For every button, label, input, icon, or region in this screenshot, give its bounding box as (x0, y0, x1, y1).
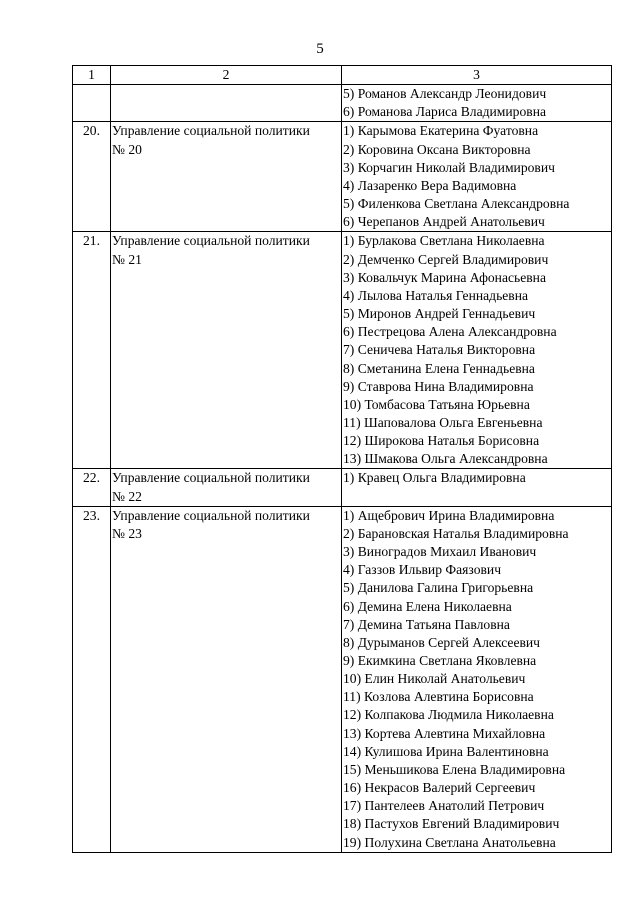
department-name-line: № 21 (112, 251, 142, 267)
page-number: 5 (316, 41, 324, 57)
member-line: 18) Пастухов Евгений Владимирович (343, 816, 560, 832)
member-line: 8) Сметанина Елена Геннадьевна (343, 360, 535, 376)
table-body (73, 66, 612, 853)
member-line: 9) Ставрова Нина Владимировна (343, 378, 534, 394)
continuation-members-cell (342, 85, 612, 122)
department-name-line: Управление социальной политики (112, 507, 310, 523)
table-row (73, 232, 612, 469)
members-cell (342, 506, 612, 852)
member-line: 14) Кулишова Ирина Валентиновна (343, 743, 549, 759)
member-line: 6) Демина Елена Николаевна (343, 598, 512, 614)
member-line: 5) Романов Александр Леонидович (343, 86, 547, 102)
member-line: 1) Бурлакова Светлана Николаевна (343, 233, 545, 249)
member-line: 16) Некрасов Валерий Сергеевич (343, 780, 536, 796)
department-name-line: Управление социальной политики (112, 233, 310, 249)
member-line: 5) Филенкова Светлана Александровна (343, 196, 570, 212)
department-name-cell (111, 506, 342, 852)
row-number: 21. (73, 232, 111, 469)
member-line: 4) Лылова Наталья Геннадьевна (343, 287, 529, 303)
members-cell (342, 122, 612, 232)
row-number: 22. (73, 469, 111, 506)
row-number: 23. (73, 506, 111, 852)
member-line: 11) Шаповалова Ольга Евгеньевна (343, 414, 543, 430)
member-line: 2) Барановская Наталья Владимировна (343, 525, 569, 541)
member-line: 12) Широкова Наталья Борисовна (343, 433, 540, 449)
member-line: 1) Карымова Екатерина Фуатовна (343, 123, 539, 139)
member-line: 6) Пестрецова Алена Александровна (343, 324, 557, 340)
continuation-row (73, 85, 612, 122)
member-line: 10) Томбасова Татьяна Юрьевна (343, 396, 530, 412)
member-line: 7) Демина Татьяна Павловна (343, 616, 510, 632)
department-name-line: Управление социальной политики (112, 470, 310, 486)
member-line: 4) Газзов Ильвир Фаязович (343, 562, 502, 578)
continuation-num-cell (73, 85, 111, 122)
row-number: 20. (73, 122, 111, 232)
member-line: 6) Романова Лариса Владимировна (343, 104, 546, 120)
members-cell (342, 232, 612, 469)
member-line: 10) Елин Николай Анатольевич (343, 671, 526, 687)
member-line: 3) Ковальчук Марина Афонасьевна (343, 269, 546, 285)
member-line: 19) Полухина Светлана Анатольевна (343, 834, 556, 850)
member-line: 11) Козлова Алевтина Борисовна (343, 689, 534, 705)
member-line: 2) Коровина Оксана Викторовна (343, 141, 531, 157)
member-line: 3) Виноградов Михаил Иванович (343, 544, 537, 560)
department-name-cell (111, 469, 342, 506)
department-name-cell (111, 232, 342, 469)
member-line: 5) Данилова Галина Григорьевна (343, 580, 534, 596)
members-cell (342, 469, 612, 506)
member-line: 13) Кортева Алевтина Михайловна (343, 725, 546, 741)
member-line: 3) Корчагин Николай Владимирович (343, 159, 555, 175)
member-line: 4) Лазаренко Вера Вадимовна (343, 177, 517, 193)
member-line: 9) Екимкина Светлана Яковлевна (343, 653, 537, 668)
department-name-line: № 22 (112, 488, 142, 504)
department-name-cell (111, 122, 342, 232)
member-line: 1) Кравец Ольга Владимировна (343, 470, 526, 486)
member-line: 17) Пантелеев Анатолий Петрович (343, 798, 545, 814)
member-line: 1) Ащебрович Ирина Владимировна (343, 507, 555, 523)
department-name-line: Управление социальной политики (112, 123, 310, 139)
member-line: 7) Сеничева Наталья Викторовна (343, 342, 536, 358)
commission-table (72, 65, 612, 853)
header-cell-3: 3 (342, 66, 612, 85)
member-line: 2) Демченко Сергей Владимирович (343, 251, 549, 267)
member-line: 15) Меньшикова Елена Владимировна (343, 761, 566, 777)
header-cell-2: 2 (111, 66, 342, 85)
table-row (73, 122, 612, 232)
header-row (73, 66, 612, 85)
member-line: 8) Дурыманов Сергей Алексеевич (343, 634, 541, 650)
header-cell-1: 1 (73, 66, 111, 85)
table-row (73, 506, 612, 852)
member-line: 6) Черепанов Андрей Анатольевич (343, 214, 545, 230)
member-line: 13) Шмакова Ольга Александровна (343, 451, 548, 467)
cell-spacer (342, 488, 611, 490)
continuation-name-cell (111, 85, 342, 122)
department-name-line: № 23 (112, 525, 142, 541)
table-row (73, 469, 612, 506)
member-line: 12) Колпакова Людмила Николаевна (343, 707, 554, 723)
department-name-line: № 20 (112, 141, 142, 157)
member-line: 5) Миронов Андрей Геннадьевич (343, 306, 536, 322)
